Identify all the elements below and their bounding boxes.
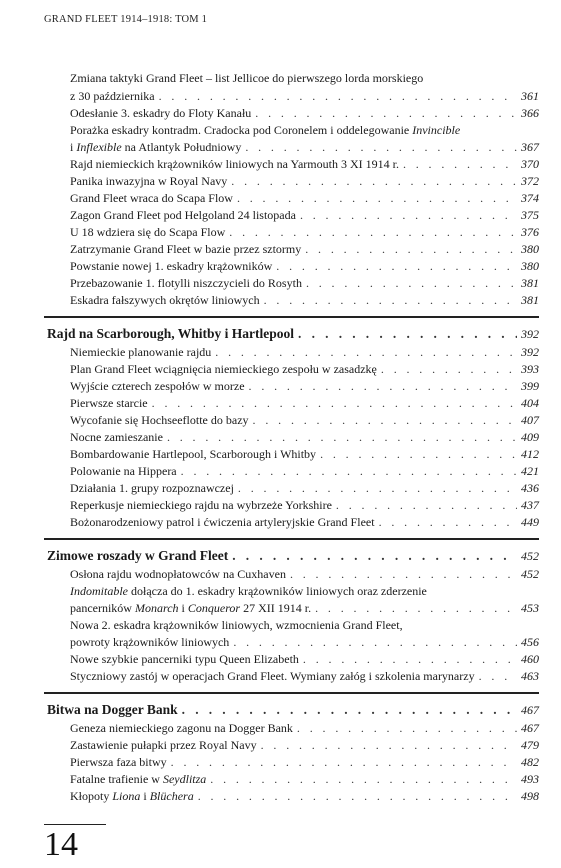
toc-page-number: 376	[521, 225, 539, 239]
toc-page-number: 370	[521, 157, 539, 171]
leader-dots	[167, 429, 517, 446]
section-divider	[44, 692, 539, 694]
toc-entry[interactable]	[0, 344, 561, 361]
toc-entry-title: powroty krążowników liniowych	[70, 635, 230, 649]
toc-entry-title: Niemieckie planowanie rajdu	[70, 345, 212, 359]
toc-page-number: 399	[521, 379, 539, 393]
toc-entry-title: Pierwsze starcie	[70, 396, 148, 410]
toc-entry[interactable]	[0, 361, 561, 378]
toc-page-number: 407	[521, 413, 539, 427]
toc-page-number: 453	[521, 601, 539, 615]
toc-entry-title: Polowanie na Hippera	[70, 464, 177, 478]
toc-page-number: 437	[521, 498, 539, 512]
toc-page-number: 456	[521, 635, 539, 649]
leader-dots	[231, 173, 517, 190]
toc-entry[interactable]	[0, 668, 561, 685]
leader-dots	[479, 668, 517, 685]
leader-dots	[255, 105, 517, 122]
toc-entry[interactable]	[0, 207, 561, 224]
chapter-heading[interactable]	[0, 547, 561, 564]
toc-entry-title: Geneza niemieckiego zagonu na Dogger Bank	[70, 721, 293, 735]
toc-page-number: 493	[521, 772, 539, 786]
toc-entry-line: Nowa 2. eskadra krążowników liniowych, wzmocnienia Grand Fleet,	[70, 618, 403, 632]
toc-page-number: 375	[521, 208, 539, 222]
toc-entry-title: U 18 wdziera się do Scapa Flow	[70, 225, 226, 239]
leader-dots	[237, 190, 517, 207]
toc-entry-line: Zmiana taktyki Grand Fleet – list Jellicoe do pierwszego lorda morskiego	[70, 71, 424, 85]
chapter-title: Zimowe roszady w Grand Fleet	[47, 548, 229, 563]
toc-entry[interactable]	[0, 378, 561, 395]
leader-dots	[253, 412, 517, 429]
leader-dots	[159, 88, 517, 105]
toc-page-number: 372	[521, 174, 539, 188]
section-divider	[44, 316, 539, 318]
toc-page-number: 367	[521, 140, 539, 154]
toc-entry-title: pancerników Monarch i Conqueror 27 XII 1914 r.	[70, 601, 312, 615]
toc-page-number: 380	[521, 242, 539, 256]
toc-page-number: 392	[521, 327, 539, 341]
toc-entry[interactable]	[0, 600, 561, 617]
toc-entry-title: Eskadra fałszywych okrętów liniowych	[70, 293, 260, 307]
toc-entry-title: Reperkusje niemieckiego rajdu na wybrzeże Yorkshire	[70, 498, 332, 512]
toc-page-number: 463	[521, 669, 539, 683]
leader-dots	[300, 207, 517, 224]
toc-entry-title: Kłopoty Liona i Blüchera	[70, 789, 194, 803]
leader-dots	[232, 547, 517, 564]
toc-entry-title: Powstanie nowej 1. eskadry krążowników	[70, 259, 273, 273]
toc-entry[interactable]	[0, 566, 561, 583]
leader-dots	[336, 497, 517, 514]
toc-entry-title: Zastawienie pułapki przez Royal Navy	[70, 738, 257, 752]
toc-entry-line: Indomitable dołącza do 1. eskadry krążowników liniowych oraz zderzenie	[70, 584, 427, 598]
toc-entry[interactable]	[0, 156, 561, 173]
leader-dots	[264, 292, 517, 309]
leader-dots	[381, 361, 517, 378]
toc-entry-title: Bożonarodzeniowy patrol i ćwiczenia artyleryjskie Grand Fleet	[70, 515, 375, 529]
toc-entry[interactable]	[0, 720, 561, 737]
toc-page-number: 380	[521, 259, 539, 273]
toc-entry-title: z 30 października	[70, 89, 155, 103]
toc-entry-title: Fatalne trafienie w Seydlitza	[70, 772, 207, 786]
toc-page-number: 421	[521, 464, 539, 478]
leader-dots	[379, 514, 517, 531]
toc-entry-title: Bombardowanie Hartlepool, Scarborough i Whitby	[70, 447, 317, 461]
toc-entry[interactable]	[0, 258, 561, 275]
leader-dots	[403, 156, 517, 173]
leader-dots	[249, 378, 517, 395]
toc-page-number: 498	[521, 789, 539, 803]
leader-dots	[238, 480, 517, 497]
toc-entry-title: Nocne zamieszanie	[70, 430, 163, 444]
toc-entry[interactable]	[0, 105, 561, 122]
toc-page-number: 374	[521, 191, 539, 205]
leader-dots	[152, 395, 517, 412]
leader-dots	[297, 720, 517, 737]
toc-entry[interactable]	[0, 224, 561, 241]
toc-page-number: 449	[521, 515, 539, 529]
toc-page-number: 479	[521, 738, 539, 752]
toc-entry-title: Plan Grand Fleet wciągnięcia niemieckiego zespołu w zasadzkę	[70, 362, 377, 376]
toc-page-number: 381	[521, 276, 539, 290]
leader-dots	[245, 139, 517, 156]
toc-entry[interactable]	[0, 412, 561, 429]
chapter-title: Rajd na Scarborough, Whitby i Hartlepool	[47, 326, 295, 341]
toc-entry[interactable]	[0, 139, 561, 156]
section-divider	[44, 538, 539, 540]
toc-entry-title: Działania 1. grupy rozpoznawczej	[70, 481, 234, 495]
toc-entry-title: Nowe szybkie pancerniki typu Queen Elizabeth	[70, 652, 299, 666]
toc-page-number: 404	[521, 396, 539, 410]
toc-entry-title: Zatrzymanie Grand Fleet w bazie przez sztormy	[70, 242, 302, 256]
toc-page-number: 482	[521, 755, 539, 769]
toc-entry[interactable]	[0, 737, 561, 754]
chapter-title: Bitwa na Dogger Bank	[47, 702, 178, 717]
toc-page-number: 436	[521, 481, 539, 495]
toc-entry-title: Wyjście czterech zespołów w morze	[70, 379, 245, 393]
chapter-heading[interactable]	[0, 701, 561, 718]
toc-entry[interactable]	[0, 88, 561, 105]
leader-dots	[171, 754, 517, 771]
toc-entry-line: Porażka eskadry kontradm. Cradocka pod Coronelem i oddelegowanie Invincible	[70, 123, 461, 137]
toc-entry[interactable]	[0, 241, 561, 258]
toc-entry-title: Pierwsza faza bitwy	[70, 755, 167, 769]
toc-entry-title: Panika inwazyjna w Royal Navy	[70, 174, 228, 188]
toc-entry-title: Osłona rajdu wodnopłatowców na Cuxhaven	[70, 567, 286, 581]
leader-dots	[210, 771, 517, 788]
leader-dots	[182, 701, 517, 718]
chapter-heading[interactable]	[0, 325, 561, 342]
running-head: GRAND FLEET 1914–1918: TOM 1	[44, 14, 208, 25]
toc-page-number: 392	[521, 345, 539, 359]
toc-entry[interactable]	[0, 514, 561, 531]
toc-entry-title: Odesłanie 3. eskadry do Floty Kanału	[70, 106, 252, 120]
leader-dots	[261, 737, 517, 754]
toc-entry-title: i Inflexible na Atlantyk Południowy	[70, 140, 242, 154]
toc-entry-title: Rajd niemieckich krążowników liniowych na Yarmouth 3 XI 1914 r.	[70, 157, 399, 171]
page-number: 14	[44, 826, 78, 863]
toc-page-number: 452	[521, 567, 539, 581]
footer-rule	[44, 824, 106, 825]
leader-dots	[181, 463, 517, 480]
toc-page-number: 412	[521, 447, 539, 461]
leader-dots	[315, 600, 517, 617]
toc-entry-title: Styczniowy zastój w operacjach Grand Fleet. Wymiany załóg i szkolenia marynarzy	[70, 669, 475, 683]
toc-page-number: 361	[521, 89, 539, 103]
leader-dots	[306, 275, 517, 292]
toc-entry[interactable]	[0, 634, 561, 651]
toc-entry[interactable]	[0, 651, 561, 668]
toc-entry[interactable]	[0, 497, 561, 514]
leader-dots	[229, 224, 517, 241]
toc-entry-title: Zagon Grand Fleet pod Helgoland 24 listopada	[70, 208, 296, 222]
leader-dots	[298, 325, 517, 342]
toc-page-number: 393	[521, 362, 539, 376]
toc-entry[interactable]	[0, 275, 561, 292]
leader-dots	[215, 344, 517, 361]
toc-entry[interactable]	[0, 173, 561, 190]
toc-page-number: 452	[521, 549, 539, 563]
toc-page-number: 467	[521, 703, 539, 717]
toc-entry[interactable]	[0, 429, 561, 446]
leader-dots	[290, 566, 517, 583]
leader-dots	[198, 788, 517, 805]
toc-entry[interactable]	[0, 292, 561, 309]
toc-entry[interactable]	[0, 788, 561, 805]
toc-page-number: 366	[521, 106, 539, 120]
leader-dots	[233, 634, 517, 651]
leader-dots	[276, 258, 517, 275]
leader-dots	[320, 446, 517, 463]
toc-entry-title: Grand Fleet wraca do Scapa Flow	[70, 191, 233, 205]
leader-dots	[305, 241, 517, 258]
toc-page-number: 381	[521, 293, 539, 307]
toc-entry[interactable]	[0, 754, 561, 771]
leader-dots	[303, 651, 517, 668]
toc-entry[interactable]	[0, 480, 561, 497]
toc-entry-title: Przebazowanie 1. flotylli niszczycieli do Rosyth	[70, 276, 302, 290]
toc-entry[interactable]	[0, 446, 561, 463]
toc-entry[interactable]	[0, 395, 561, 412]
toc-page-number: 409	[521, 430, 539, 444]
toc-page-number: 460	[521, 652, 539, 666]
toc-entry[interactable]	[0, 190, 561, 207]
toc-entry[interactable]	[0, 463, 561, 480]
toc-entry[interactable]	[0, 771, 561, 788]
toc-entry-title: Wycofanie się Hochseeflotte do bazy	[70, 413, 249, 427]
toc-page-number: 467	[521, 721, 539, 735]
